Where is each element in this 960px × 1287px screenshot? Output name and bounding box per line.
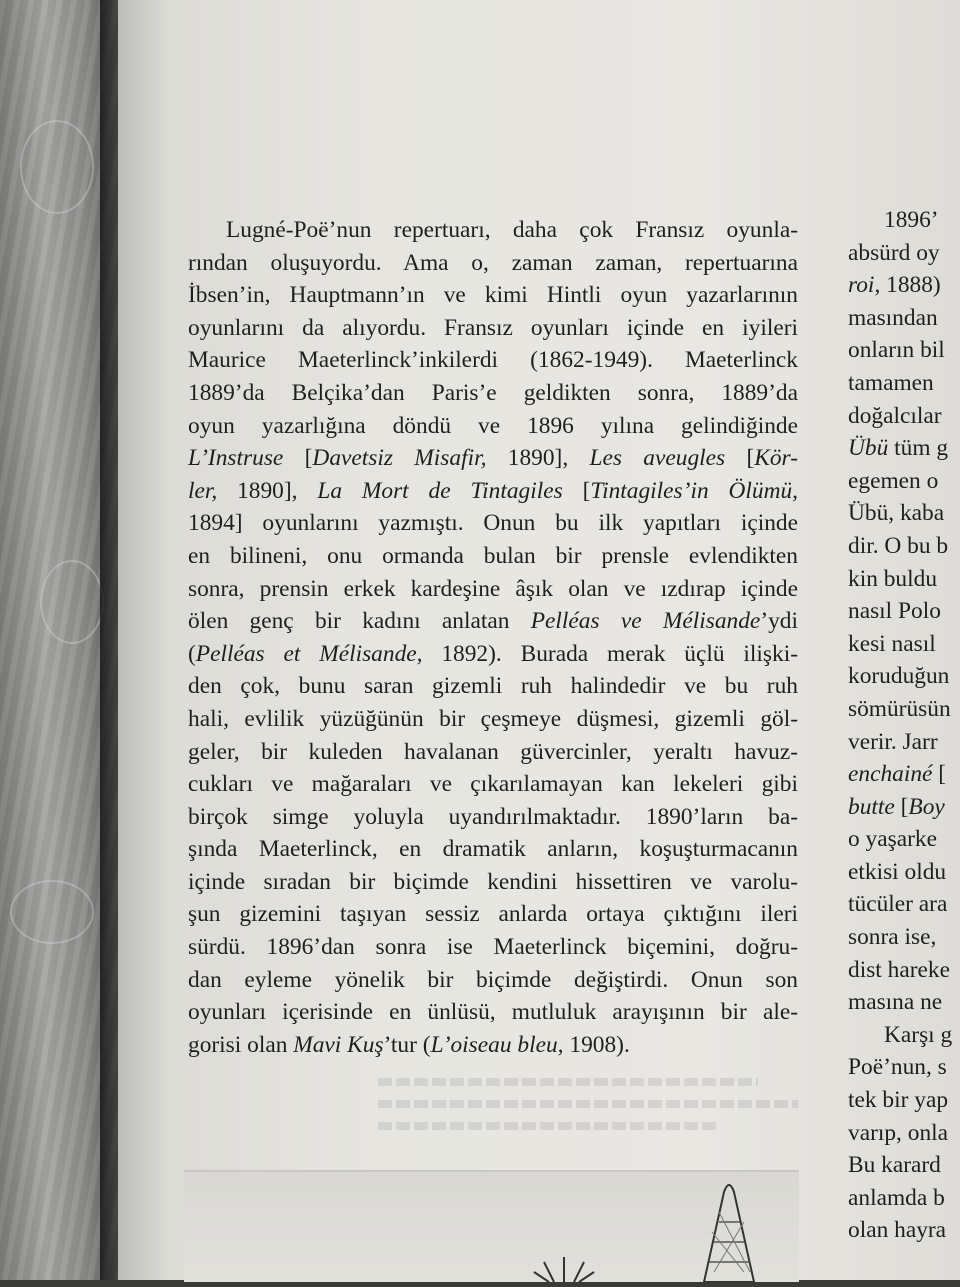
text-line: L’Instruse [Davetsiz Misafir, 1890], Les aveugles [Kör-	[188, 445, 798, 472]
text-line: (Pelléas et Mélisande, 1892). Burada merak üçlü ilişki-	[188, 640, 798, 667]
cut-off-text-line: butte [Boy	[848, 793, 945, 820]
cut-off-text-line: sömürüsün	[848, 695, 951, 722]
show-through-text	[378, 1078, 758, 1086]
text-line: birçok simge yoluyla uyandırılmaktadır. 1890’ların ba-	[188, 803, 798, 830]
text-line: 1894] oyunlarını yazmıştı. Onun bu ilk yapıtları içinde	[188, 510, 798, 537]
main-text-column	[188, 214, 798, 1061]
text-line: en bilineni, onu ormanda bulan bir prensle evlendikten	[188, 542, 798, 569]
text-line: ler, 1890], La Mort de Tintagiles [Tintagiles’in Ölümü,	[188, 477, 798, 504]
text-line: ölen genç bir kadını anlatan Pelléas ve Mélisande’ydi	[188, 608, 798, 635]
cut-off-text-line: verir. Jarr	[848, 728, 938, 755]
left-page-blot	[40, 560, 104, 644]
book-page	[118, 0, 960, 1280]
cut-off-text-line: 1896’	[884, 207, 939, 233]
cut-off-text-line: absürd oy	[848, 239, 940, 266]
text-line: dan eyleme yönelik bir biçimde değiştirdi. Onun son	[188, 966, 798, 993]
cut-off-text-line: masına ne	[848, 989, 943, 1016]
cut-off-text-line: tücüler ara	[848, 891, 948, 918]
cut-off-text-line: onların bil	[848, 337, 945, 364]
cut-off-text-line: egemen o	[848, 467, 939, 494]
cut-off-text-line: masından	[848, 304, 938, 331]
text-line: oyun yazarlığına döndü ve 1896 yılına gelindiğinde	[188, 412, 798, 439]
text-line: geler, bir kuleden havalanan güvercinler, yeraltı havuz-	[188, 738, 798, 765]
cut-off-text-line: roi, 1888)	[848, 272, 941, 299]
cut-off-text-line: doğalcılar	[848, 402, 942, 429]
text-line: rından oluşuyordu. Ama o, zaman zaman, repertuarına	[188, 249, 798, 276]
text-line: şun gizemini taşıyan sessiz anlarda ortaya çıktığını ileri	[188, 901, 798, 928]
cut-off-text-line: Übü, kaba	[848, 500, 945, 527]
left-page-blot	[10, 880, 94, 944]
text-line: hali, evlilik yüzüğünün bir çeşmeye düşmesi, gizemli göl-	[188, 705, 798, 732]
cut-off-text-line: sonra ise,	[848, 924, 937, 951]
text-line: sürdü. 1896’dan sonra ise Maeterlinck biçemini, doğru-	[188, 934, 798, 961]
cut-off-text-line: olan hayra	[848, 1217, 947, 1244]
text-line: Lugné-Poë’nun repertuarı, daha çok Fransız oyunla-	[226, 217, 798, 243]
text-line: oyunlarını da alıyordu. Fransız oyunları içinde en iyileri	[188, 314, 798, 341]
text-line: oyunları içerisinde en ünlüsü, mutluluk arayışının bir ale-	[188, 999, 798, 1026]
cut-off-text-line: koruduğun	[848, 663, 950, 690]
cut-off-text-line: dist hareke	[848, 956, 950, 983]
left-page-blot	[20, 120, 94, 214]
cut-off-text-line: dir. O bu b	[848, 532, 949, 559]
cut-off-text-line: etkisi oldu	[848, 858, 947, 885]
cut-off-text-line: Karşı g	[884, 1021, 953, 1048]
illustration	[184, 1170, 799, 1282]
cut-off-text-line: varıp, onla	[848, 1119, 949, 1146]
text-line: den çok, bunu saran gizemli ruh halindedir ve bu ruh	[188, 673, 798, 700]
cut-off-text-line: tamamen	[848, 369, 934, 396]
text-line: sonra, prensin erkek kardeşine âşık olan ve ızdırap içinde	[188, 575, 798, 602]
text-line: 1889’da Belçika’dan Paris’e geldikten sonra, 1889’da	[188, 379, 798, 406]
text-line: şında Maeterlinck, en dramatik anların, koşuşturmacanın	[188, 836, 798, 863]
cut-off-text-line: Übü tüm g	[848, 435, 949, 462]
next-column-cut-off	[848, 204, 960, 1247]
text-line: cukları ve mağaraları ve çıkarılamayan kan lekeleri gibi	[188, 771, 798, 798]
cut-off-text-line: Bu karard	[848, 1152, 941, 1179]
cut-off-text-line: kesi nasıl	[848, 630, 936, 657]
cut-off-text-line: anlamda b	[848, 1184, 945, 1211]
show-through-text	[378, 1122, 718, 1130]
cut-off-text-line: tek bir yap	[848, 1087, 949, 1114]
cut-off-text-line: o yaşarke	[848, 826, 937, 853]
illustration-drawing	[184, 1172, 799, 1282]
show-through-text	[378, 1100, 798, 1108]
cut-off-text-line: Poë’nun, s	[848, 1054, 947, 1081]
cut-off-text-line: nasıl Polo	[848, 598, 941, 625]
text-line: İbsen’in, Hauptmann’ın ve kimi Hintli oyun yazarlarının	[188, 282, 798, 309]
text-line: içinde sıradan bir biçimde kendini hissettiren ve varolu-	[188, 868, 798, 895]
text-line: Maurice Maeterlinck’inkilerdi (1862-1949). Maeterlinck	[188, 347, 798, 374]
text-line: gorisi olan Mavi Kuş’tur (L’oiseau bleu, 1908).	[188, 1031, 630, 1058]
cut-off-text-line: enchainé [	[848, 761, 947, 788]
cut-off-text-line: kin buldu	[848, 565, 938, 592]
